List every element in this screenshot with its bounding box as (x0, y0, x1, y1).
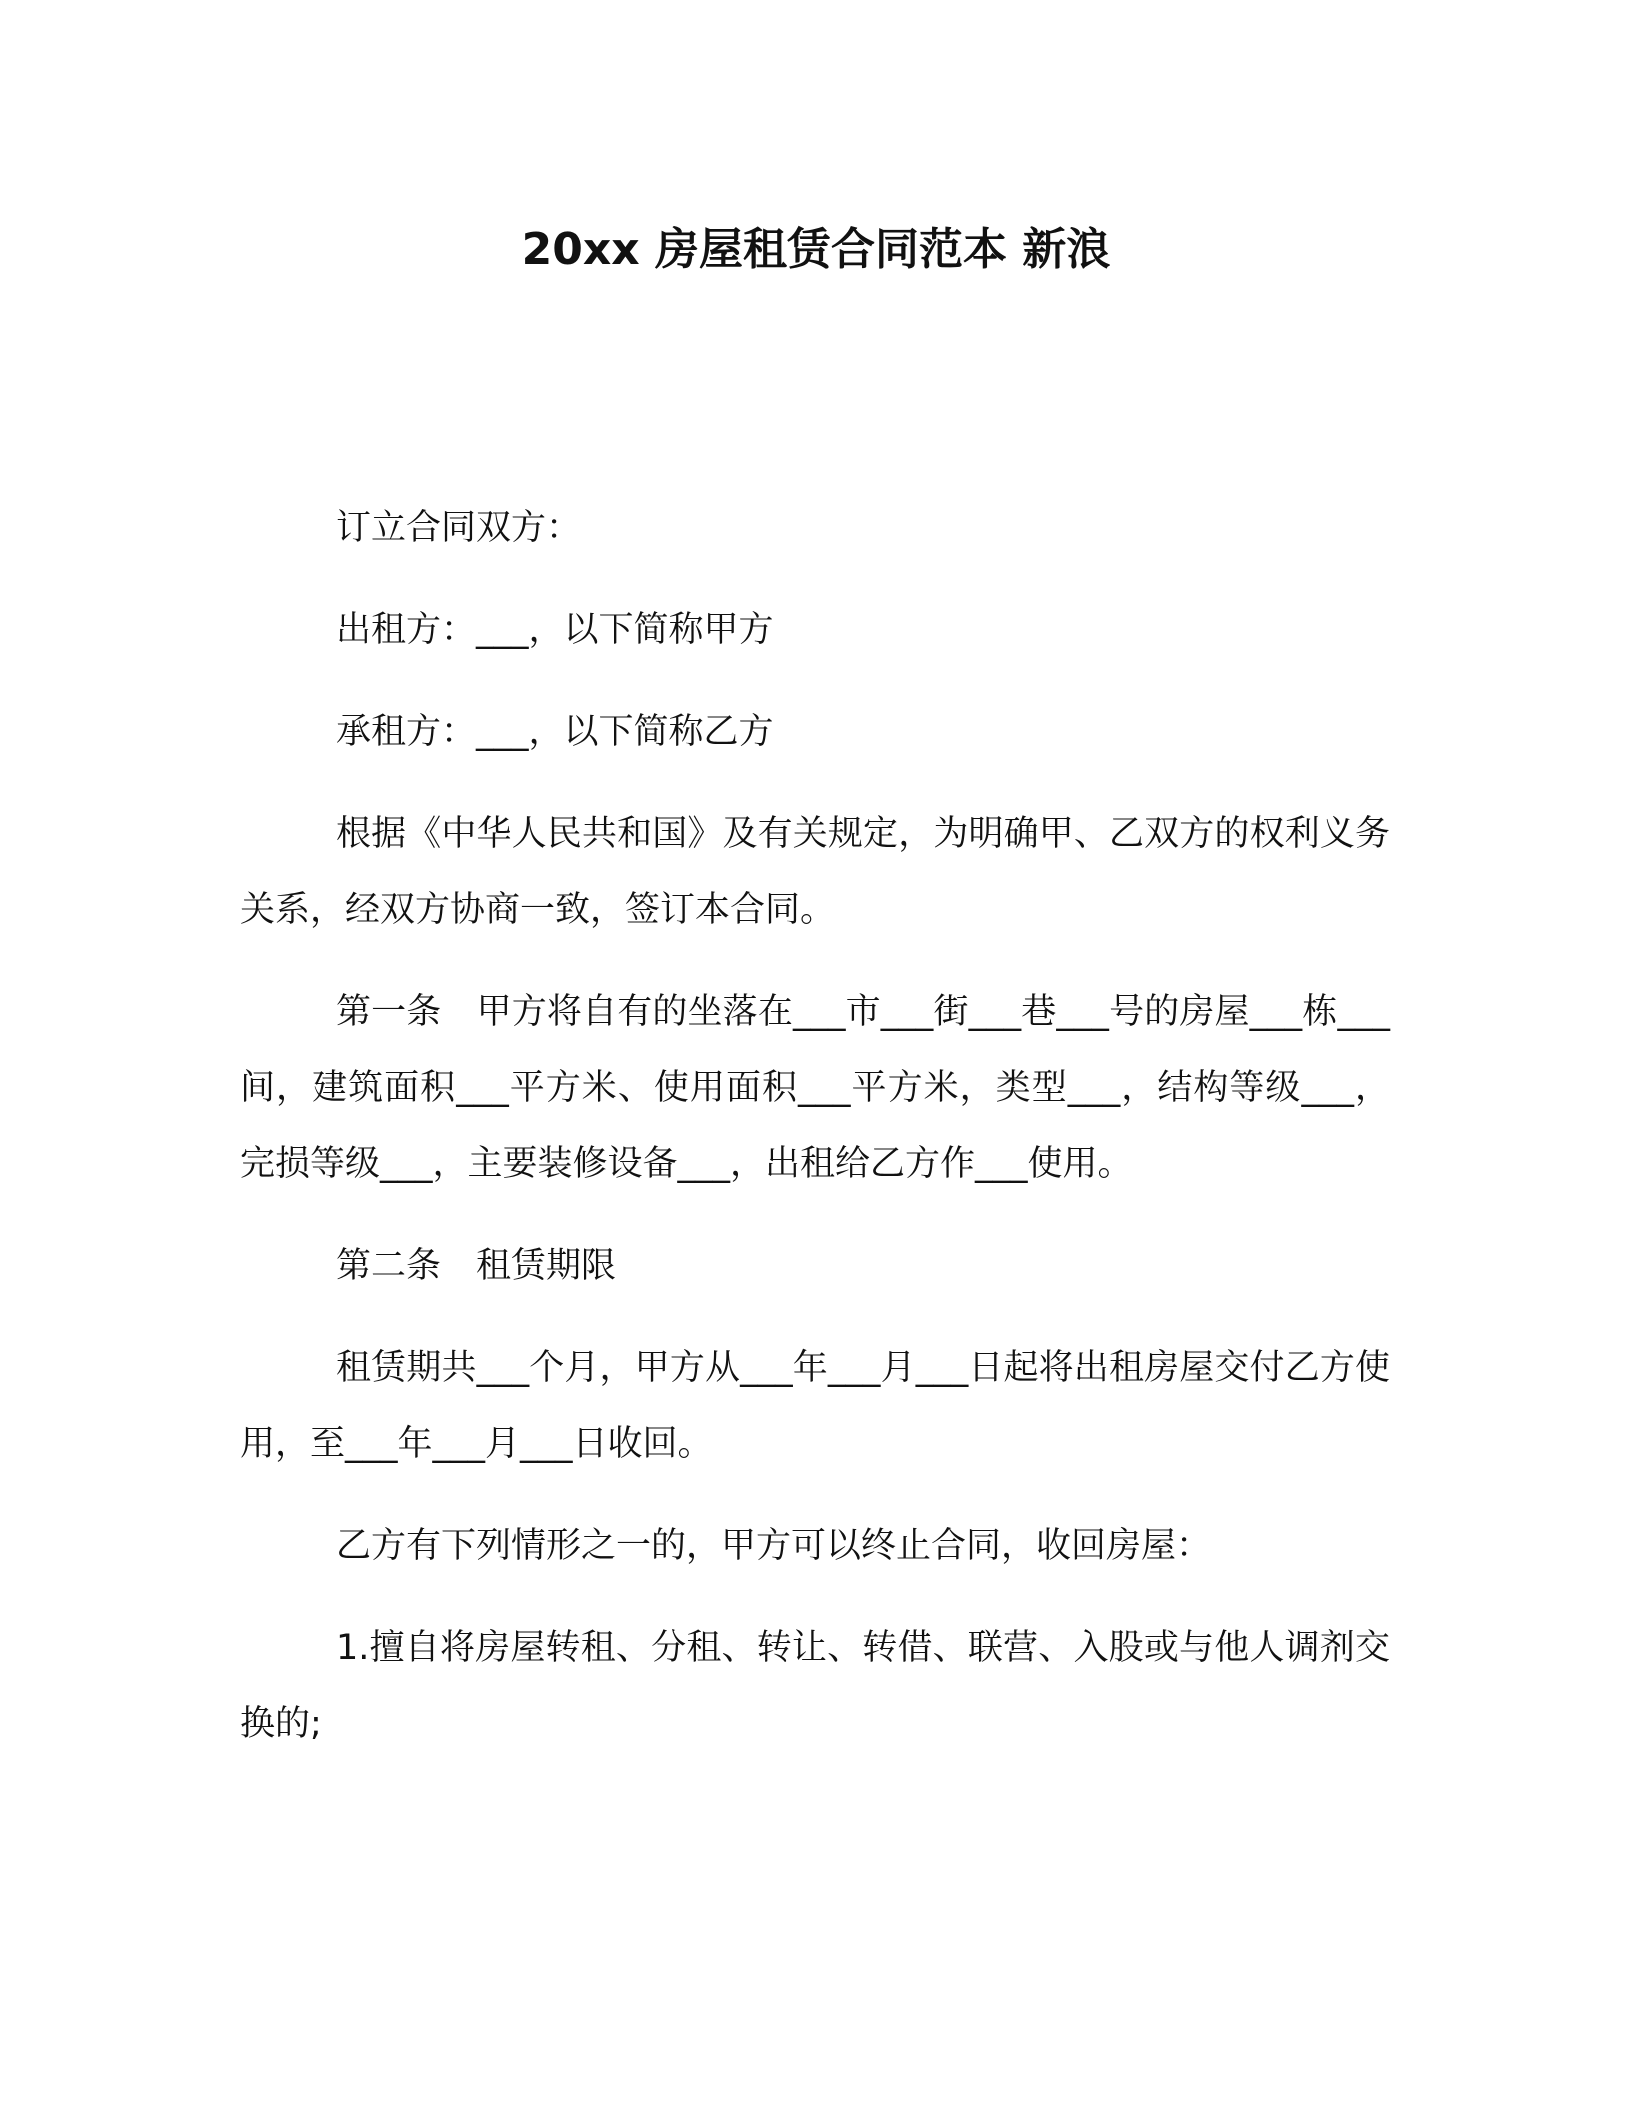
paragraph-condition-1: 1.擅自将房屋转租、分租、转让、转借、联营、入股或与他人调剂交换的; (240, 1628, 1390, 1744)
document-body (240, 490, 1390, 1788)
paragraph-lessee: 承租方：___，以下简称乙方 (336, 712, 774, 752)
paragraph-lease-term: 租赁期共___个月，甲方从___年___月___日起将出租房屋交付乙方使用，至___年___月___日收回。 (240, 1348, 1390, 1464)
paragraph-article-2-heading: 第二条 租赁期限 (336, 1246, 617, 1286)
paragraph-preamble: 根据《中华人民共和国》及有关规定，为明确甲、乙双方的权利义务关系，经双方协商一致，签订本合同。 (240, 814, 1390, 930)
paragraph-termination-conditions: 乙方有下列情形之一的，甲方可以终止合同，收回房屋： (336, 1526, 1212, 1566)
paragraph-article-1: 第一条 甲方将自有的坐落在___市___街___巷___号的房屋___栋___间，建筑面积___平方米、使用面积___平方米，类型___，结构等级___，完损等级___，主要装修设备___，出租给乙方作___使用。 (240, 992, 1390, 1184)
document-title: 20xx 房屋租赁合同范本 新浪 (521, 224, 1111, 275)
paragraph-parties-heading: 订立合同双方： (336, 508, 582, 548)
paragraph-lessor: 出租方：___，以下简称甲方 (336, 610, 774, 650)
